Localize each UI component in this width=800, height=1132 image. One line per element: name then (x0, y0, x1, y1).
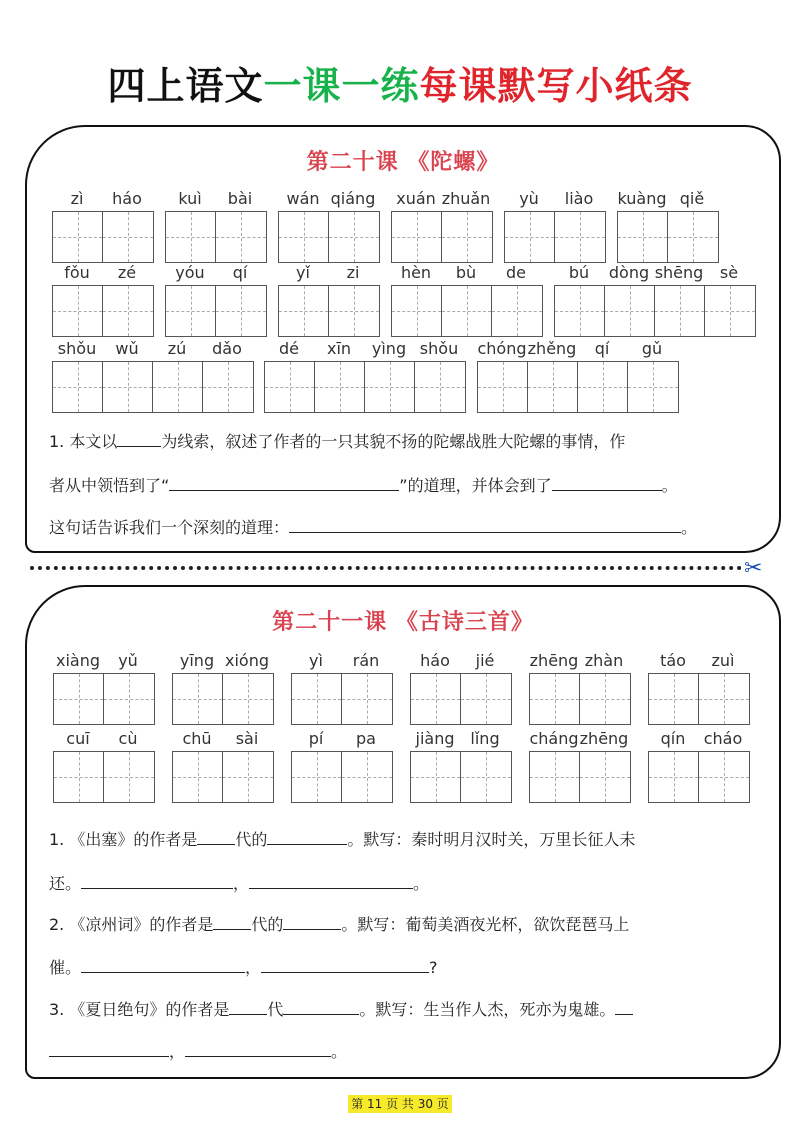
title-part3: 每课默写小纸条 (419, 64, 693, 108)
lesson21-q1-line2: 还。 ， 。 (49, 874, 430, 893)
pinyin-label: cù (118, 729, 138, 748)
writing-cell[interactable] (365, 362, 415, 412)
writing-boxes[interactable] (410, 673, 512, 725)
lesson21-q3-line1: 3. 《夏日绝句》的作者是 代 。默写：生当作人杰，死亦为鬼雄。 (49, 997, 633, 1020)
writing-cell[interactable] (279, 286, 329, 336)
writing-boxes[interactable] (264, 361, 466, 413)
pinyin-label: zuì (711, 651, 735, 670)
pinyin-label: jié (475, 651, 495, 670)
pinyin-label: qí (594, 339, 610, 358)
pinyin-label: yìng (371, 339, 407, 358)
blank[interactable] (185, 1042, 331, 1057)
writing-cell[interactable] (699, 752, 749, 802)
writing-cell[interactable] (54, 674, 104, 724)
pinyin-label: pa (356, 729, 376, 748)
writing-cell[interactable] (279, 212, 329, 262)
writing-cell[interactable] (555, 286, 605, 336)
writing-cell[interactable] (411, 674, 461, 724)
pinyin-label: yì (309, 651, 323, 670)
writing-cell[interactable] (580, 674, 630, 724)
writing-cell[interactable] (649, 752, 699, 802)
writing-cell[interactable] (223, 674, 273, 724)
writing-cell[interactable] (530, 752, 580, 802)
blank[interactable] (289, 518, 681, 533)
lesson20-q1-line2: 者从中领悟到了“ ”的道理，并体会到了 。 (49, 476, 678, 495)
writing-cell[interactable] (530, 674, 580, 724)
pinyin-label: shǒu (57, 339, 97, 358)
pinyin-label: táo (660, 651, 686, 670)
writing-boxes[interactable] (52, 211, 154, 263)
pinyin-label: jiàng (415, 729, 455, 748)
pinyin-label: fǒu (64, 263, 90, 282)
blank[interactable] (213, 915, 251, 930)
cut-line (30, 566, 742, 570)
writing-cell[interactable] (705, 286, 755, 336)
writing-cell[interactable] (618, 212, 668, 262)
writing-boxes[interactable] (52, 361, 254, 413)
blank[interactable] (169, 476, 399, 491)
writing-cell[interactable] (223, 752, 273, 802)
writing-cell[interactable] (173, 674, 223, 724)
title-part2: 一课一练 (263, 64, 420, 108)
writing-boxes[interactable] (278, 285, 380, 337)
writing-boxes[interactable] (165, 285, 267, 337)
blank[interactable] (283, 1000, 359, 1015)
pinyin-label: de (506, 263, 526, 282)
writing-boxes[interactable] (648, 751, 750, 803)
pinyin-label: bú (568, 263, 590, 282)
lesson21-q3-line2: ， 。 (49, 1039, 347, 1062)
writing-cell[interactable] (492, 286, 542, 336)
pinyin-label: háo (420, 651, 450, 670)
blank[interactable] (261, 958, 429, 973)
lesson21-q1-line1: 1. 《出塞》的作者是 代的 。默写：秦时明月汉时关，万里长征人未 (49, 830, 636, 849)
pinyin-label: gǔ (641, 339, 663, 358)
writing-cell[interactable] (668, 212, 718, 262)
blank[interactable] (49, 1042, 169, 1057)
pinyin-label: chū (182, 729, 212, 748)
pinyin-label: dé (279, 339, 299, 358)
writing-cell[interactable] (605, 286, 655, 336)
pinyin-label: yóu (175, 263, 205, 282)
pinyin-label: zé (117, 263, 137, 282)
writing-boxes[interactable] (504, 211, 606, 263)
writing-cell[interactable] (578, 362, 628, 412)
page-title (0, 55, 800, 110)
blank[interactable] (81, 958, 245, 973)
writing-cell[interactable] (166, 212, 216, 262)
writing-cell[interactable] (315, 362, 365, 412)
writing-boxes[interactable] (529, 673, 631, 725)
writing-cell[interactable] (103, 212, 153, 262)
writing-cell[interactable] (216, 212, 266, 262)
blank[interactable] (283, 915, 341, 930)
blank[interactable] (552, 476, 662, 491)
blank[interactable] (249, 874, 413, 889)
lesson20-q1-line1: 1. 本文以 为线索，叙述了作者的一只其貌不扬的陀螺战胜大陀螺的事情，作 (49, 432, 626, 451)
pinyin-label: hèn (400, 263, 432, 282)
pinyin-label: háo (112, 189, 142, 208)
writing-boxes[interactable] (410, 751, 512, 803)
pinyin-label: qiáng (330, 189, 376, 208)
writing-cell[interactable] (655, 286, 705, 336)
writing-cell[interactable] (442, 212, 492, 262)
writing-cell[interactable] (203, 362, 253, 412)
pinyin-label: rán (352, 651, 380, 670)
writing-cell[interactable] (415, 362, 465, 412)
pinyin-label: zú (167, 339, 187, 358)
pinyin-label: xiàng (55, 651, 100, 670)
writing-boxes[interactable] (477, 361, 679, 413)
scissors-icon: ✂ (744, 556, 763, 581)
writing-boxes[interactable] (165, 211, 267, 263)
pinyin-label: cuī (66, 729, 90, 748)
title-part1: 四上语文 (107, 64, 264, 108)
pinyin-label: dǎo (212, 339, 242, 358)
writing-cell[interactable] (329, 212, 379, 262)
writing-cell[interactable] (478, 362, 528, 412)
writing-cell[interactable] (53, 212, 103, 262)
pinyin-label: zi (346, 263, 360, 282)
pinyin-label: yù (519, 189, 539, 208)
writing-cell[interactable] (329, 286, 379, 336)
writing-cell[interactable] (265, 362, 315, 412)
pinyin-label: cháng (529, 729, 579, 748)
writing-boxes[interactable] (52, 285, 154, 337)
pinyin-label: yǐ (296, 263, 310, 282)
lesson20-heading: 第二十课 《陀螺》 (306, 150, 500, 175)
writing-cell[interactable] (505, 212, 555, 262)
pinyin-label: qí (232, 263, 248, 282)
lesson20-q1-line3: 这句话告诉我们一个深刻的道理： 。 (49, 518, 698, 537)
pinyin-label: xīn (326, 339, 352, 358)
pinyin-label: qiě (679, 189, 705, 208)
writing-cell[interactable] (555, 212, 605, 262)
writing-boxes[interactable] (554, 285, 756, 337)
pinyin-label: zhàn (584, 651, 624, 670)
pinyin-label: sài (235, 729, 259, 748)
writing-boxes[interactable] (291, 673, 393, 725)
writing-cell[interactable] (53, 286, 103, 336)
writing-boxes[interactable] (648, 673, 750, 725)
writing-boxes[interactable] (172, 751, 274, 803)
pinyin-label: zhuǎn (441, 189, 491, 208)
pinyin-label: yīng (179, 651, 215, 670)
pinyin-label: shǒu (419, 339, 459, 358)
lesson21-q2-line2: 催。 ， ? (49, 958, 438, 977)
pinyin-label: xuán (396, 189, 436, 208)
writing-boxes[interactable] (391, 211, 493, 263)
pinyin-label: sè (719, 263, 739, 282)
writing-cell[interactable] (103, 362, 153, 412)
pinyin-label: zhēng (579, 729, 629, 748)
blank[interactable] (615, 1000, 633, 1015)
blank[interactable] (229, 1000, 267, 1015)
blank[interactable] (81, 874, 233, 889)
writing-boxes[interactable] (53, 751, 155, 803)
pinyin-label: zhěng (527, 339, 577, 358)
pinyin-label: dòng (608, 263, 650, 282)
writing-cell[interactable] (153, 362, 203, 412)
writing-cell[interactable] (53, 362, 103, 412)
writing-cell[interactable] (292, 674, 342, 724)
writing-boxes[interactable] (617, 211, 719, 263)
writing-cell[interactable] (166, 286, 216, 336)
pinyin-label: bù (455, 263, 477, 282)
lesson21-card (25, 585, 781, 1079)
lesson20-card (25, 125, 781, 553)
writing-cell[interactable] (104, 752, 154, 802)
writing-boxes[interactable] (291, 751, 393, 803)
pinyin-label: xióng (225, 651, 269, 670)
writing-boxes[interactable] (391, 285, 543, 337)
pinyin-label: bài (227, 189, 253, 208)
pinyin-label: zhēng (529, 651, 579, 670)
writing-cell[interactable] (54, 752, 104, 802)
blank[interactable] (197, 830, 235, 845)
pinyin-label: shēng (654, 263, 704, 282)
writing-cell[interactable] (528, 362, 578, 412)
pinyin-label: chóng (477, 339, 527, 358)
pinyin-label: yǔ (118, 651, 138, 670)
writing-cell[interactable] (104, 674, 154, 724)
pinyin-label: zì (70, 189, 84, 208)
writing-cell[interactable] (580, 752, 630, 802)
blank[interactable] (267, 830, 347, 845)
lesson21-q2-line1: 2. 《凉州词》的作者是 代的 。默写：葡萄美酒夜光杯，欲饮琵琶马上 (49, 915, 630, 934)
blank[interactable] (117, 432, 161, 447)
writing-boxes[interactable] (529, 751, 631, 803)
pinyin-label: lǐng (470, 729, 500, 748)
writing-cell[interactable] (392, 286, 442, 336)
pinyin-label: cháo (703, 729, 743, 748)
pinyin-label: liào (564, 189, 594, 208)
writing-cell[interactable] (342, 674, 392, 724)
pinyin-label: qín (660, 729, 686, 748)
pinyin-label: kuì (178, 189, 202, 208)
pinyin-label: kuàng (617, 189, 667, 208)
writing-cell[interactable] (411, 752, 461, 802)
writing-cell[interactable] (392, 212, 442, 262)
writing-cell[interactable] (342, 752, 392, 802)
pinyin-label: wǔ (115, 339, 139, 358)
writing-cell[interactable] (461, 752, 511, 802)
writing-cell[interactable] (442, 286, 492, 336)
writing-boxes[interactable] (172, 673, 274, 725)
pinyin-label: wán (286, 189, 320, 208)
page-footer: 第 11 页 共 30 页 (348, 1095, 452, 1113)
writing-boxes[interactable] (53, 673, 155, 725)
writing-cell[interactable] (628, 362, 678, 412)
writing-cell[interactable] (173, 752, 223, 802)
pinyin-label: pí (308, 729, 324, 748)
lesson21-heading: 第二十一课 《古诗三首》 (272, 610, 534, 635)
writing-cell[interactable] (103, 286, 153, 336)
writing-cell[interactable] (699, 674, 749, 724)
writing-cell[interactable] (216, 286, 266, 336)
writing-cell[interactable] (649, 674, 699, 724)
writing-cell[interactable] (292, 752, 342, 802)
writing-boxes[interactable] (278, 211, 380, 263)
writing-cell[interactable] (461, 674, 511, 724)
